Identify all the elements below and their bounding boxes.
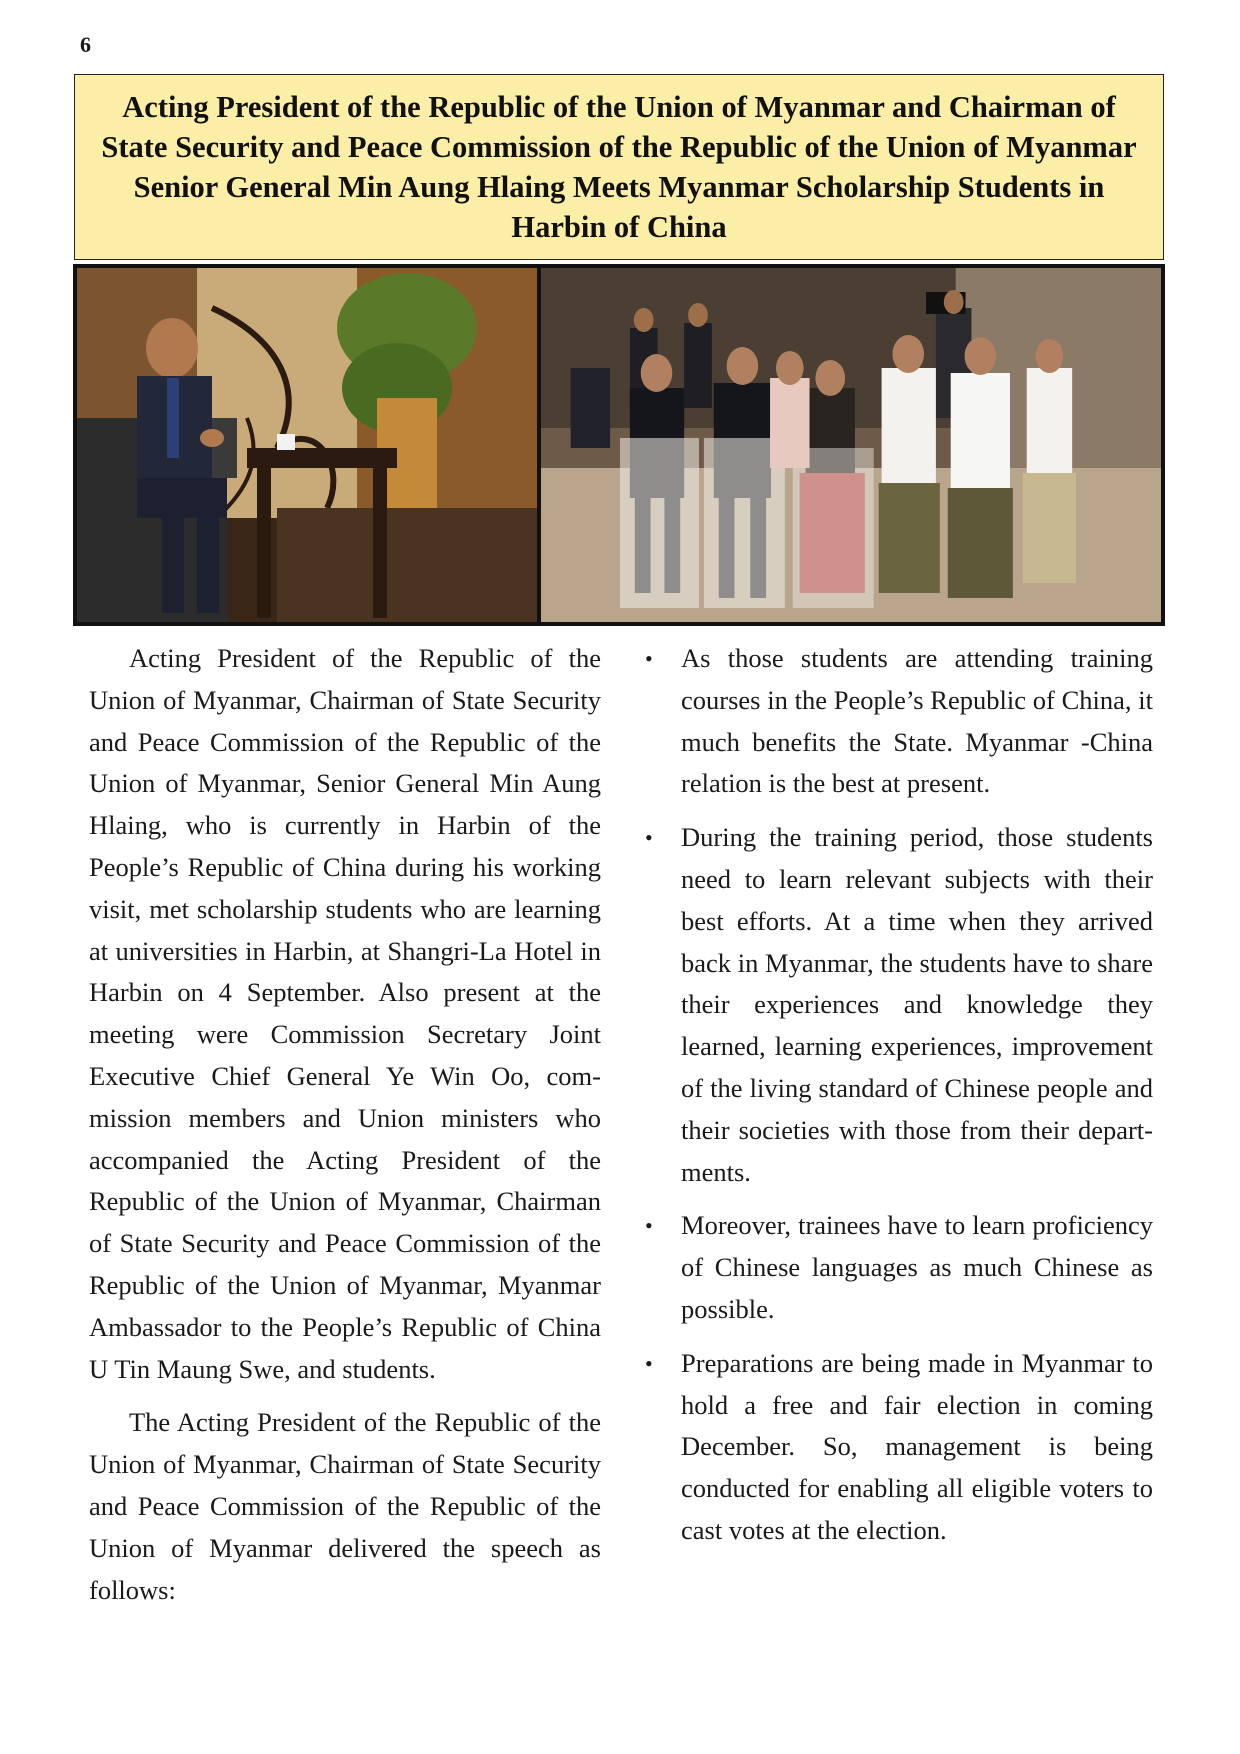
photo-scholarship-students [541, 268, 1161, 622]
bullet-icon: • [645, 646, 653, 671]
paragraph-intro: Acting President of the Republic of the Union of Myanmar, Chairman of State Security and Peace Commission of the Republic of the Union of Myanmar, Senior General Min Aung Hlaing, who is currently in Harbin of the People’s Republic of China during his working visit, met scholarship students who are learning at universities in Harbin, at Shangri-La Hotel in Harbin on 4 September. Also present at the meeting were Commission Secretary Joint Executive Chief General Ye Win Oo, commission members and Union ministers who accompanied the Acting President of the Republic of the Union of Myanmar, Chairman of State Security and Peace Commission of the Republic of the Union of Myanmar, Myanmar Ambassador to the People’s Republic of China U Tin Maung Swe, and students. [89, 643, 601, 1384]
bullet-icon: • [645, 1350, 653, 1376]
speech-point [641, 1343, 1153, 1552]
photo-strip [73, 264, 1165, 626]
speech-point-text: Moreover, trainees have to learn proficiency of Chinese languages as much Chinese as possible. [681, 1210, 1153, 1324]
photo-senior-general-seated-image [77, 268, 537, 622]
left-column [89, 638, 601, 1623]
speech-point-text: Preparations are being made in Myanmar to hold a free and fair election in coming December. So, management is being conducted for enabling all eligible voters to cast votes at the election. [681, 1347, 1153, 1545]
paragraph-speech-lead: The Acting President of the Republic of the Union of Myanmar, Chairman of State Security and Peace Commission of the Republic of the Union of Myanmar delivered the speech as follows: [89, 1407, 601, 1605]
bullet-icon: • [645, 825, 653, 851]
speech-point-text: During the training period, those students need to learn relevant subjects with their best efforts. At a time when they arrived back in Myanmar, the students have to share their experiences and knowledge they learned, learning experiences, improvement of the living standard of Chinese people and their societies with those from their departments. [681, 822, 1153, 1187]
article-body [89, 638, 1153, 1623]
right-column [641, 638, 1153, 1623]
bullet-icon: • [645, 1213, 653, 1239]
speech-point-text: As those students are attending training courses in the People’s Republic of China, it much benefits the State. Myanmar -China relation is the best at present. [681, 643, 1153, 799]
speech-point [641, 1205, 1153, 1330]
headline-box [74, 74, 1164, 260]
page-number: 6 [80, 32, 91, 57]
photo-scholarship-students-image [541, 268, 1161, 622]
headline: Acting President of the Republic of the Union of Myanmar and Chairman of State Security and Peace Commission of the Republic of the Union of Myanmar Senior General Min Aung Hlaing Meets Myanmar Scholarship Students in Harbin of China [101, 90, 1137, 244]
speech-point [641, 817, 1153, 1193]
photo-senior-general-seated [77, 268, 537, 622]
speech-points-list [641, 638, 1153, 1552]
speech-point [641, 638, 1153, 805]
